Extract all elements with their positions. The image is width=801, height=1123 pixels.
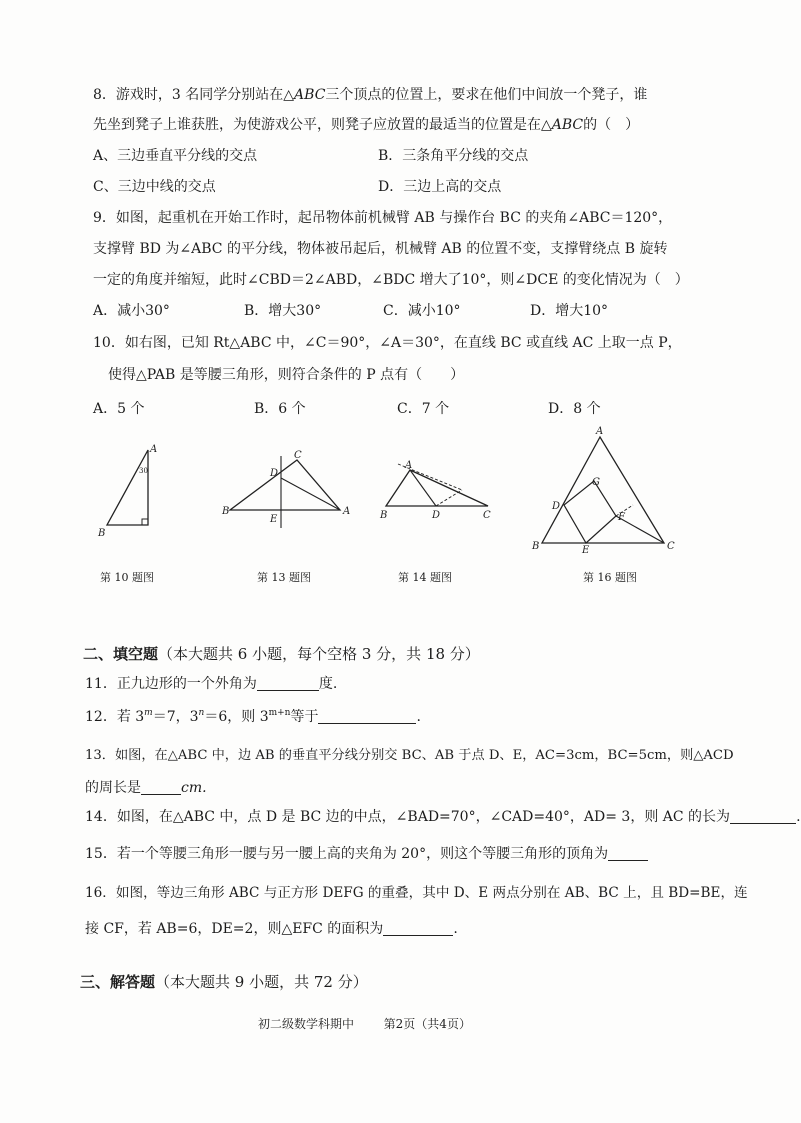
figure-13: [222, 448, 352, 533]
square-defg: [564, 481, 616, 543]
section-2-heading: 二、填空题（本大题共 6 小题，每个空格 3 分，共 18 分）: [83, 645, 480, 663]
q12-answer-blank[interactable]: [318, 709, 416, 724]
q14: 14．如图，在△ABC 中，点 D 是 BC 边的中点，∠BAD=70°，∠CAD=40°，AD= 3，则 AC 的长为 .: [85, 809, 801, 825]
triangle-abc: [107, 450, 148, 525]
q9-line1: 9．如图，起重机在开始工作时，起吊物体前机械臂 AB 与操作台 BC 的夹角∠ABC＝120°，: [93, 210, 673, 226]
page-footer: 初二级数学科期中 第2页（共4页）: [258, 1017, 471, 1031]
figure-10: [95, 440, 165, 540]
figure-14: [378, 458, 503, 528]
q16-answer-blank[interactable]: [383, 921, 453, 936]
q13-answer-blank[interactable]: [141, 780, 181, 795]
label-b: B: [98, 528, 106, 539]
q10-option-b: B．6 个: [254, 401, 306, 417]
q8-line1: 8．游戏时，3 名同学分别站在△ABC三个顶点的位置上，要求在他们中间放一个凳子，谁: [93, 87, 648, 103]
label-c: C: [294, 450, 302, 461]
label-c: C: [667, 541, 675, 552]
figure-13-caption: 第 13 题图: [257, 571, 311, 584]
q8-option-d: D．三边上高的交点: [378, 179, 502, 195]
q9-option-c: C．减小10°: [383, 303, 461, 319]
label-a: A: [343, 506, 351, 517]
q15: 15．若一个等腰三角形一腰与另一腰上高的夹角为 20°，则这个等腰三角形的顶角为: [85, 845, 648, 863]
auxiliary-line: [436, 490, 462, 506]
segment-ad: [281, 478, 340, 510]
label-b: B: [380, 510, 388, 521]
label-c: C: [483, 510, 491, 521]
q10-option-a: A．5 个: [93, 401, 145, 417]
label-f: F: [618, 512, 625, 523]
triangle-abc: [230, 460, 340, 510]
q9-line3: 一定的角度并缩短，此时∠CBD＝2∠ABD，∠BDC 增大了10°，则∠DCE 的变化情况为（ ）: [93, 272, 689, 288]
q9-line2: 支撑臂 BD 为∠ABC 的平分线，物体被吊起后，机械臂 AB 的位置不变，支撑臂绕点 B 旋转: [93, 241, 668, 257]
q9-option-a: A．减小30°: [93, 303, 170, 319]
label-b: B: [222, 506, 230, 517]
label-a: A: [596, 426, 604, 437]
label-a: A: [405, 460, 413, 471]
figure-16: [530, 425, 690, 555]
q8-option-a: A、三边垂直平分线的交点: [93, 148, 258, 164]
q15-answer-blank[interactable]: [608, 846, 648, 861]
q12: 12．若 $3^m=7$，$3^n=6$，则 $3^{m+n}$等于 .: [85, 708, 421, 725]
q13-line1: 13．如图，在△ABC 中，边 AB 的垂直平分线分别交 BC、AB 于点 D、E，AC=3cm，BC=5cm，则△ACD: [85, 748, 734, 763]
label-d: D: [552, 501, 561, 512]
q10-option-d: D．8 个: [548, 401, 601, 417]
q16-line2: 接 CF，若 AB=6，DE=2，则△EFC 的面积为 .: [85, 921, 458, 937]
q8-option-c: C、三边中线的交点: [93, 179, 216, 195]
label-a: A: [150, 444, 158, 455]
section-3-heading: 三、解答题（本大题共 9 小题，共 72 分）: [80, 973, 368, 991]
label-e: E: [582, 545, 590, 556]
q13-line2: 的周长是 cm.: [85, 780, 207, 796]
q10-line2: 使得△PAB 是等腰三角形，则符合条件的 P 点有（ ）: [108, 367, 465, 383]
right-angle-mark: [142, 519, 148, 525]
q16-line1: 16．如图，等边三角形 ABC 与正方形 DEFG 的重叠，其中 D、E 两点分别在 AB、BC 上，且 BD=BE，连: [85, 885, 748, 901]
figure-10-caption: 第 10 题图: [100, 571, 154, 584]
label-b: B: [532, 541, 540, 552]
triangle-abc: [386, 470, 488, 506]
label-d: D: [432, 510, 441, 521]
label-angle: 30: [139, 467, 148, 475]
label-e: E: [270, 514, 278, 525]
q8-option-b: B．三条角平分线的交点: [378, 148, 529, 164]
q14-answer-blank[interactable]: [730, 809, 796, 824]
q10-option-c: C．7 个: [397, 401, 450, 417]
label-g: G: [592, 477, 600, 488]
label-d: D: [270, 468, 279, 479]
q11-answer-blank[interactable]: [257, 676, 319, 691]
q9-option-d: D．增大10°: [530, 303, 609, 319]
q11: 11．正九边形的一个外角为 度.: [85, 676, 338, 692]
q9-option-b: B．增大30°: [244, 303, 322, 319]
figure-16-caption: 第 16 题图: [583, 571, 637, 584]
figure-14-caption: 第 14 题图: [398, 571, 452, 584]
q8-line2: 先坐到凳子上谁获胜，为使游戏公平，则凳子应放置的最适当的位置是在△ABC的（ ）: [93, 117, 640, 133]
q10-line1: 10．如右图，已知 Rt△ABC 中，∠C＝90°，∠A＝30°，在直线 BC 或直线 AC 上取一点 P，: [93, 335, 682, 351]
